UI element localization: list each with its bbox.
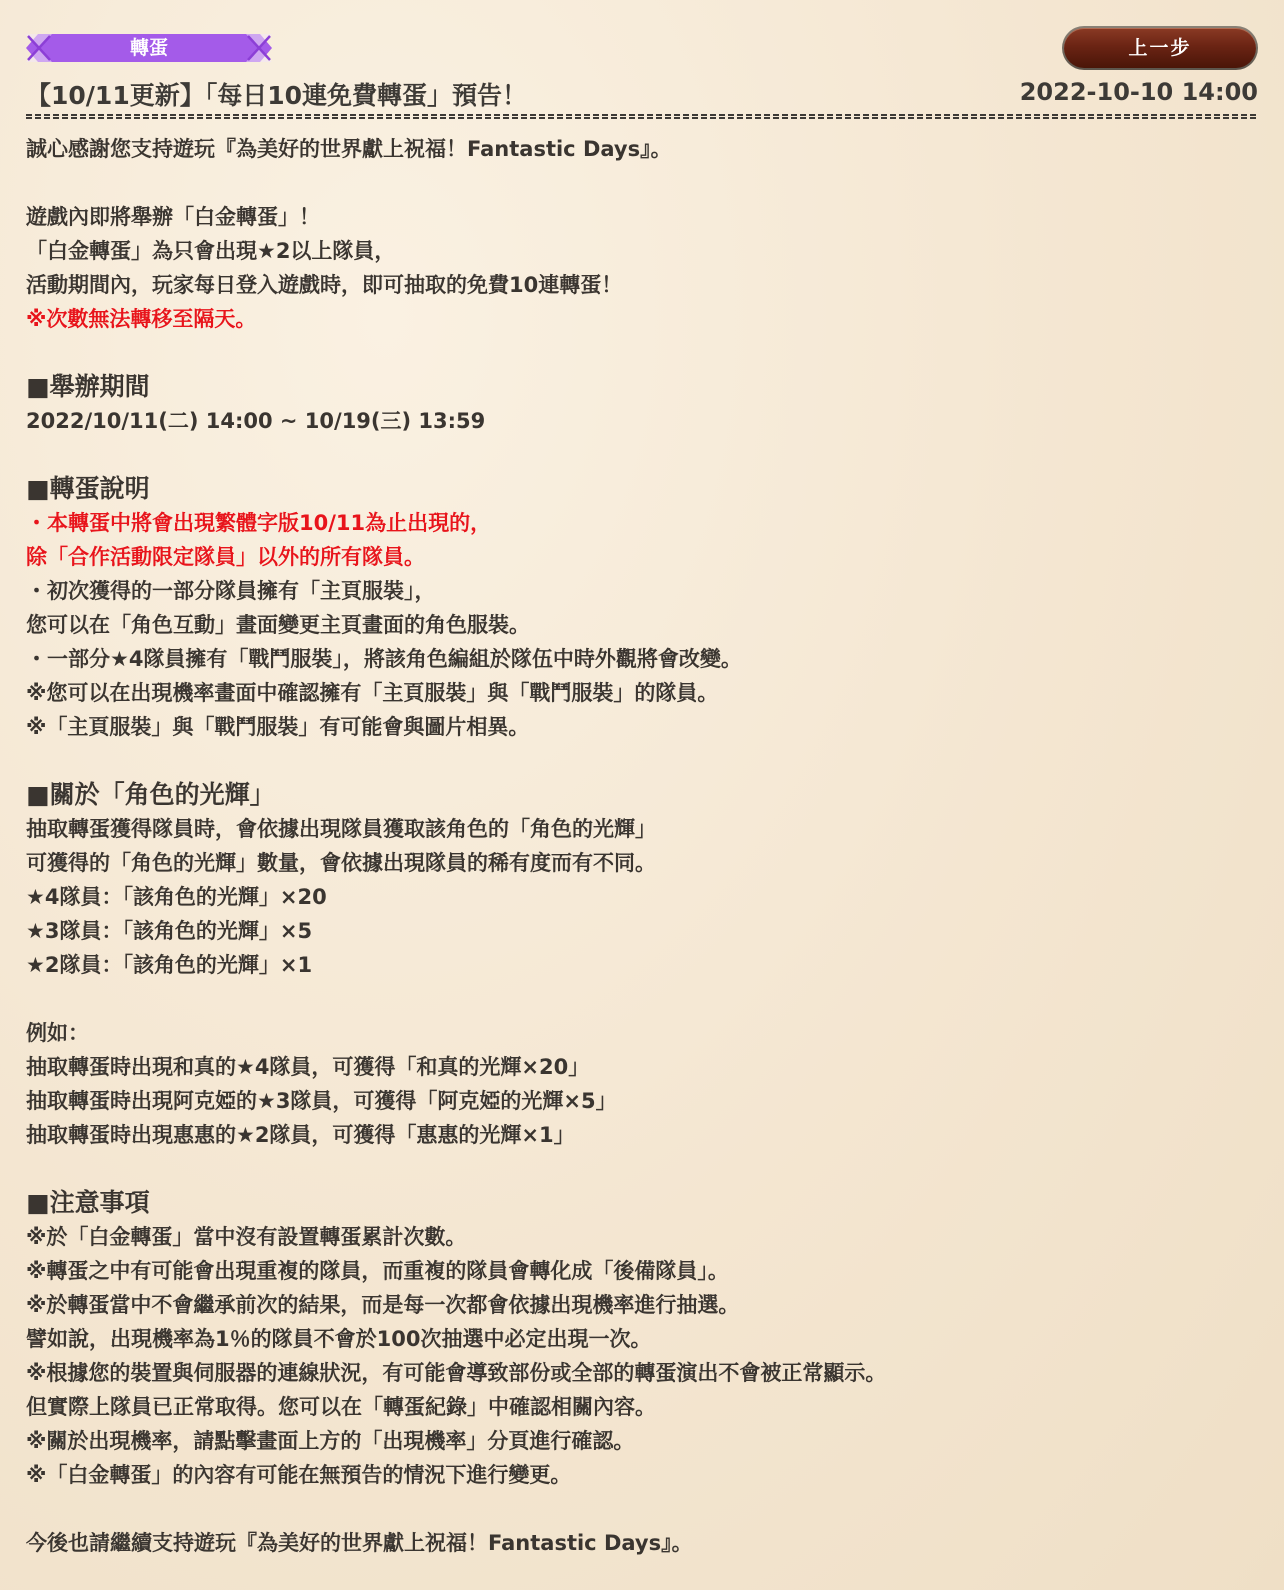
event-line: 活動期間內，玩家每日登入遊戲時，即可抽取的免費10連轉蛋！: [26, 273, 623, 297]
shine-line: ★4隊員：「該角色的光輝」×20: [26, 885, 327, 909]
notice-title: 【10/11更新】「每日10連免費轉蛋」預告！: [26, 81, 528, 110]
event-line: 「白金轉蛋」為只會出現★2以上隊員，: [26, 239, 396, 263]
notice-date: 2022-10-10 14:00: [1019, 78, 1258, 106]
description-warning: 除「合作活動限定隊員」以外的所有隊員。: [26, 545, 425, 569]
description-line: 您可以在「角色互動」畫面變更主頁畫面的角色服裝。: [26, 613, 530, 637]
description-warning: ・本轉蛋中將會出現繁體字版10/11為止出現的，: [26, 511, 492, 535]
shine-line: ★2隊員：「該角色的光輝」×1: [26, 953, 313, 977]
category-tag: [26, 34, 272, 62]
period-text: 2022/10/11(二) 14:00 ~ 10/19(三) 13:59: [26, 409, 486, 433]
back-button-label[interactable]: 上一步: [1064, 28, 1256, 68]
intro-text: 誠心感謝您支持遊玩『為美好的世界獻上祝福！Fantastic Days』。: [26, 137, 672, 161]
notes-line: ※「白金轉蛋」的內容有可能在無預告的情況下進行變更。: [26, 1463, 572, 1487]
notes-line: ※關於出現機率，請點擊畫面上方的「出現機率」分頁進行確認。: [26, 1429, 635, 1453]
notes-line: 但實際上隊員已正常取得。您可以在「轉蛋紀錄」中確認相關內容。: [26, 1395, 656, 1419]
description-line: ※「主頁服裝」與「戰鬥服裝」有可能會與圖片相異。: [26, 715, 530, 739]
notes-line: ※於轉蛋當中不會繼承前次的結果，而是每一次都會依據出現機率進行抽選。: [26, 1293, 740, 1317]
period-heading: ■舉辦期間: [26, 372, 150, 401]
example-line: 抽取轉蛋時出現惠惠的★2隊員，可獲得「惠惠的光輝×1」: [26, 1123, 575, 1147]
category-tag-label: 轉蛋: [129, 37, 168, 59]
notes-line: ※轉蛋之中有可能會出現重複的隊員，而重複的隊員會轉化成「後備隊員」。: [26, 1259, 729, 1283]
shine-heading: ■關於「角色的光輝」: [26, 780, 275, 809]
shine-line: 抽取轉蛋獲得隊員時，會依據出現隊員獲取該角色的「角色的光輝」: [26, 817, 656, 841]
header-divider: [26, 114, 1258, 119]
example-label: 例如：: [26, 1021, 89, 1045]
example-line: 抽取轉蛋時出現和真的★4隊員，可獲得「和真的光輝×20」: [26, 1055, 590, 1079]
notice-page: [26, 26, 1258, 1555]
description-heading: ■轉蛋說明: [26, 474, 150, 503]
description-line: ・一部分★4隊員擁有「戰鬥服裝」，將該角色編組於隊伍中時外觀將會改變。: [26, 647, 742, 671]
notes-line: ※根據您的裝置與伺服器的連線狀況，有可能會導致部份或全部的轉蛋演出不會被正常顯示。: [26, 1361, 887, 1385]
outro-text: 今後也請繼續支持遊玩『為美好的世界獻上祝福！Fantastic Days』。: [26, 1531, 693, 1555]
example-line: 抽取轉蛋時出現阿克婭的★3隊員，可獲得「阿克婭的光輝×5」: [26, 1089, 617, 1113]
notice-body: [26, 132, 1258, 1560]
notes-line: 譬如說，出現機率為1％的隊員不會於100次抽選中必定出現一次。: [26, 1327, 652, 1351]
description-line: ・初次獲得的一部分隊員擁有「主頁服裝」，: [26, 579, 436, 603]
description-line: ※您可以在出現機率畫面中確認擁有「主頁服裝」與「戰鬥服裝」的隊員。: [26, 681, 719, 705]
event-warning: ※次數無法轉移至隔天。: [26, 307, 257, 331]
shine-line: 可獲得的「角色的光輝」數量，會依據出現隊員的稀有度而有不同。: [26, 851, 656, 875]
shine-line: ★3隊員：「該角色的光輝」×5: [26, 919, 313, 943]
notes-heading: ■注意事項: [26, 1188, 150, 1217]
event-line: 遊戲內即將舉辦「白金轉蛋」！: [26, 205, 320, 229]
notes-line: ※於「白金轉蛋」當中沒有設置轉蛋累計次數。: [26, 1225, 467, 1249]
back-button[interactable]: [1062, 26, 1258, 70]
notice-header: [26, 26, 1258, 116]
